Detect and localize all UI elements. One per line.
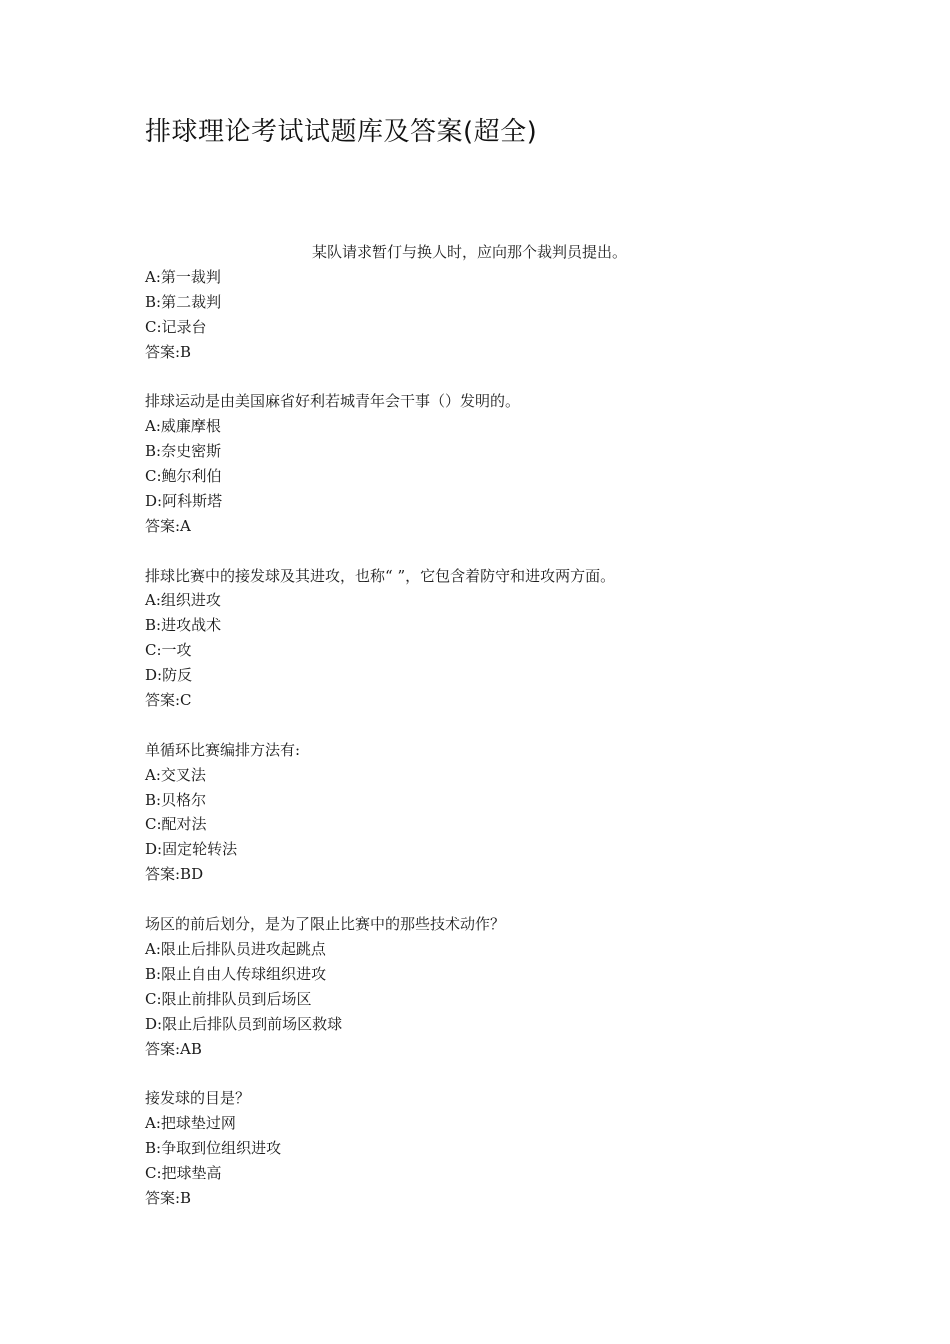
option-a: A:威廉摩根 [145,417,221,436]
option-c: C:配对法 [145,815,207,834]
answer-text: 答案:C [145,691,192,710]
question-spacer [145,713,805,738]
option-a: A:限止后排队员进攻起跳点 [145,939,326,958]
option-a: A:第一裁判 [145,267,221,286]
question-text: 排球比赛中的接发球及其进攻，也称“ ”，它包含着防守和进攻两方面。 [145,566,616,585]
question-block [145,240,805,364]
question-block [145,912,805,1061]
question-text: 排球运动是由美国麻省好利若城青年会干事（）发明的。 [145,392,521,411]
option-c: C:限止前排队员到后场区 [145,989,312,1008]
question-spacer [145,887,805,912]
option-a: A:交叉法 [145,765,206,784]
option-d: D:限止后排队员到前场区救球 [145,1014,343,1033]
option-c: C:鲍尔利伯 [145,467,222,486]
option-b: B:争取到位组织进攻 [145,1139,282,1158]
answer-text: 答案:A [145,516,191,535]
question-text: 单循环比赛编排方法有: [145,740,301,759]
question-block [145,389,805,538]
option-b: B:进攻战术 [145,616,222,635]
answer-text: 答案:BD [145,865,204,884]
option-c: C:一攻 [145,641,192,660]
question-list [145,240,805,1211]
question-text: 某队请求暂仃与换人时，应向那个裁判员提出。 [312,243,628,261]
option-d: D:防反 [145,666,193,685]
answer-text: 答案:B [145,1188,192,1207]
question-text: 场区的前后划分，是为了限止比赛中的那些技术动作？ [145,915,506,934]
question-spacer [145,539,805,564]
question-block [145,564,805,713]
question-spacer [145,364,805,389]
answer-text: 答案:B [145,342,192,361]
option-d: D:固定轮转法 [145,840,238,859]
option-a: A:组织进攻 [145,591,221,610]
question-text: 接发球的目是？ [145,1089,251,1108]
document-title: 排球理论考试试题库及答案(超全) [145,117,538,147]
option-a: A:把球垫过网 [145,1114,236,1133]
option-d: D:阿科斯塔 [145,491,223,510]
option-c: C:记录台 [145,317,207,336]
question-spacer [145,1061,805,1086]
option-b: B:贝格尔 [145,790,207,809]
answer-text: 答案:AB [145,1039,202,1058]
option-b: B:第二裁判 [145,292,222,311]
option-c: C:把球垫高 [145,1163,222,1182]
question-block [145,1086,805,1210]
option-b: B:限止自由人传球组织进攻 [145,964,327,983]
question-block [145,738,805,887]
option-b: B:奈史密斯 [145,442,222,461]
